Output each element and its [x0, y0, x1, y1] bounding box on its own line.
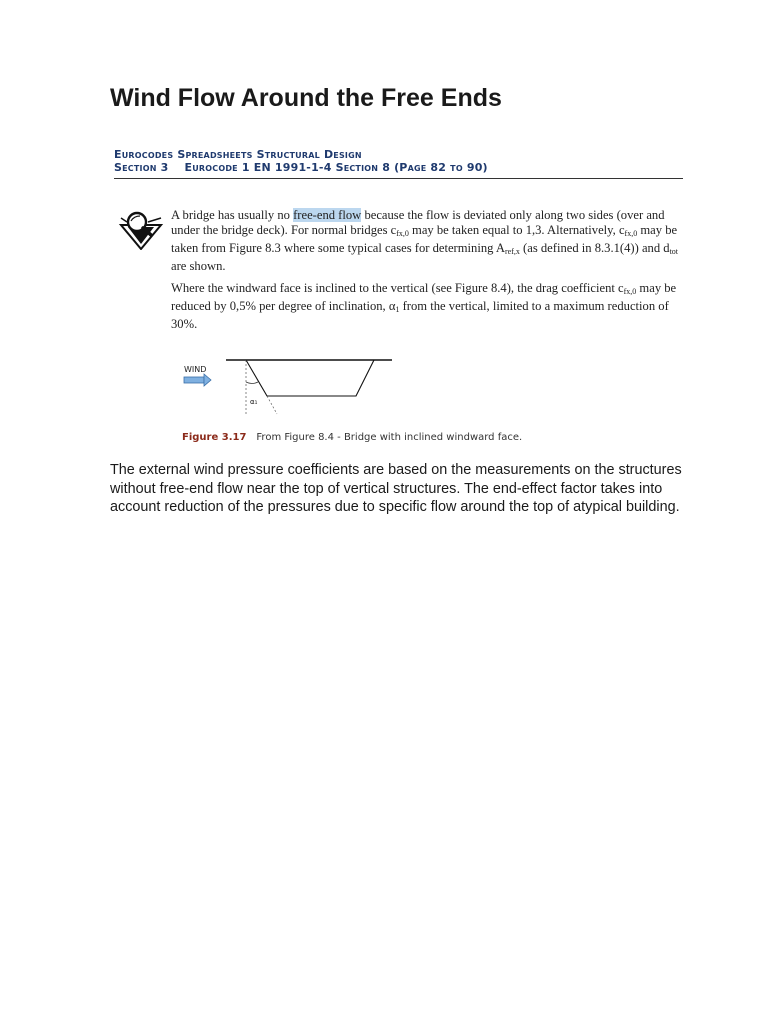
- excerpt-header-line-1: Eurocodes Spreadsheets Structural Design: [114, 148, 362, 161]
- magnifier-note-icon: [118, 210, 164, 250]
- inclination-extension-line: [267, 396, 277, 414]
- excerpt-header: [114, 148, 683, 179]
- excerpt-body: [171, 208, 683, 339]
- excerpt-paragraph-1: A bridge has usually no free-end flow because the flow is deviated only along two sides (over and under the bridge deck). For normal bridges $c_{fx,0}$ may be taken equal to 1,3. Alternatively, $c_{fx,0}$ may be taken from Figure 8.3 where some typical cases for determining $A_{ref,x}$ (as defined in 8.3.1(4)) and $d_{tot}$ are shown.: [171, 208, 679, 273]
- excerpt-header-line-2: [114, 161, 683, 174]
- highlighted-term: free-end flow: [293, 208, 362, 222]
- angle-label: α₁: [250, 398, 258, 406]
- wind-arrow-icon: [184, 374, 211, 386]
- body-paragraph: The external wind pressure coefficients are based on the measurements on the structures without free-end flow near the top of vertical structures. The end-effect factor takes into account reduction of the pressures due to specific flow around the top of atypical building.: [110, 462, 682, 515]
- page-title: Wind Flow Around the Free Ends: [110, 84, 502, 112]
- bridge-inclined-face-figure: [180, 352, 400, 420]
- figure-number: Figure 3.17: [182, 432, 247, 443]
- figure-caption: [182, 432, 522, 443]
- excerpt-paragraph-2: Where the windward face is inclined to the vertical (see Figure 8.4), the drag coefficient $c_{fx,0}$ may be reduced by 0,5% per degree of inclination, $\alpha_1$ from the vertical, limited to a maximum reduction of 30%.: [171, 281, 677, 331]
- bridge-section: [246, 360, 374, 396]
- angle-arc: [246, 382, 258, 384]
- excerpt-source-label: Eurocode 1 EN 1991-1-4 Section 8 (Page 82 to 90): [184, 161, 488, 174]
- wind-label: WIND: [184, 365, 207, 374]
- excerpt-section-label: Section 3: [114, 161, 169, 174]
- figure-caption-text: From Figure 8.4 - Bridge with inclined windward face.: [256, 432, 523, 443]
